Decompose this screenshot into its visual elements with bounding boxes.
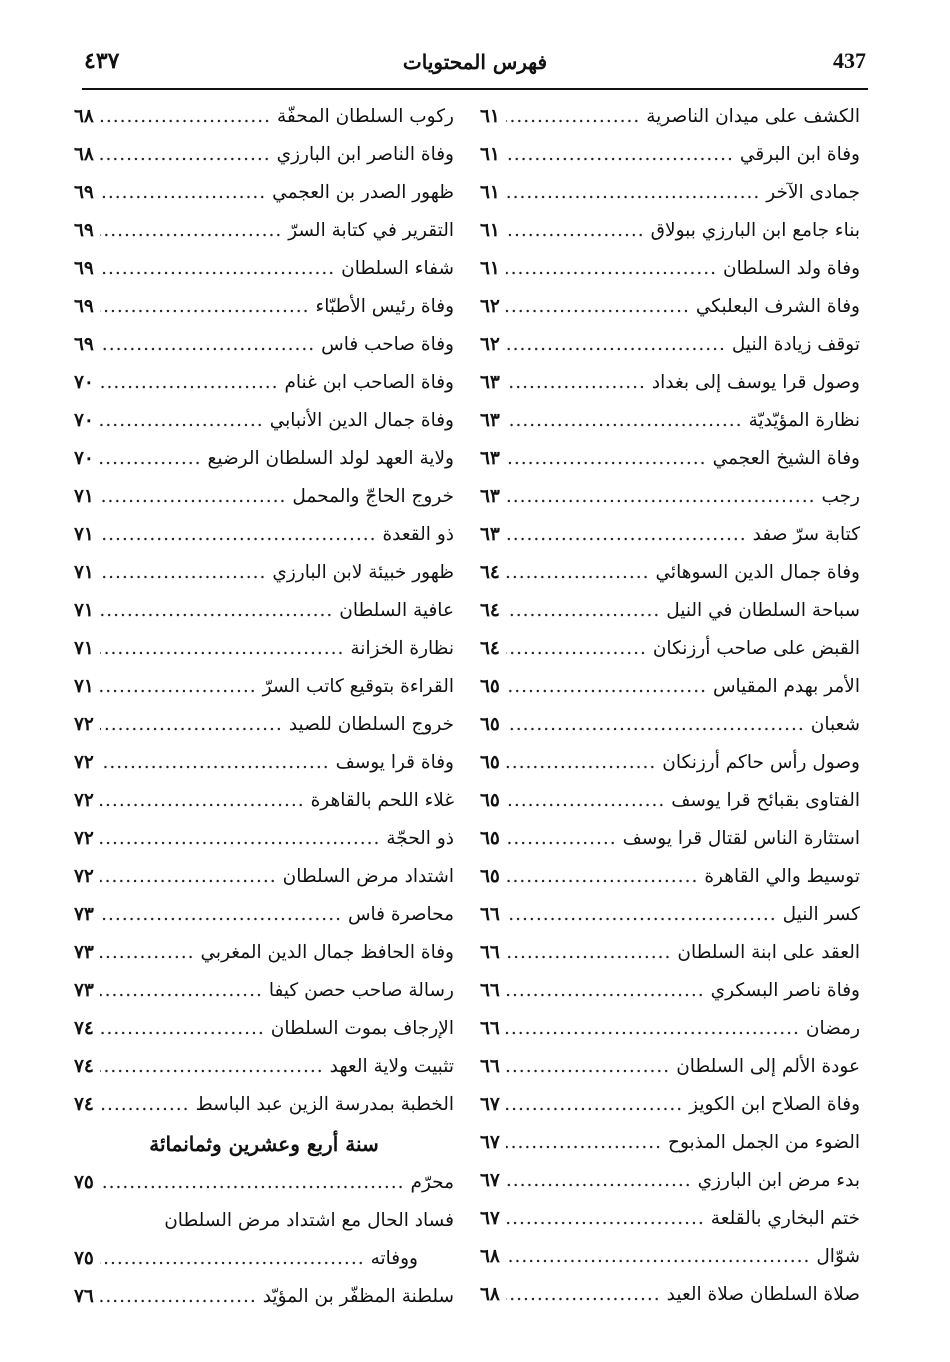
- toc-entry-title: وفاة صاحب فاس: [321, 334, 454, 355]
- toc-leader-dots: [100, 706, 283, 744]
- toc-entry: [480, 668, 860, 706]
- toc-leader-dots: [506, 630, 647, 668]
- toc-entry-title: رمضان: [805, 1018, 860, 1039]
- toc-leader-dots: [506, 212, 645, 250]
- toc-entry-title-line2: ووفاته: [370, 1248, 418, 1269]
- toc-entry: [480, 972, 860, 1010]
- toc-entry-title: عافية السلطان: [339, 600, 454, 621]
- toc-leader-dots: [506, 972, 705, 1010]
- toc-leader-dots: [506, 98, 640, 136]
- toc-entry-page: ٦٨: [480, 1246, 500, 1267]
- toc-entry: [74, 326, 454, 364]
- toc-entry: [480, 136, 860, 174]
- toc-entry-page: ٦٣: [480, 524, 500, 545]
- toc-leader-dots: [506, 668, 707, 706]
- toc-entry-page: ٧٠: [74, 448, 94, 469]
- toc-entry: [480, 858, 860, 896]
- toc-entry-page: ٧٢: [74, 790, 94, 811]
- toc-leader-dots: [100, 896, 342, 934]
- toc-entry-title: توسيط والي القاهرة: [704, 866, 860, 887]
- toc-entry: [480, 896, 860, 934]
- toc-leader-dots: [100, 1240, 365, 1278]
- toc-entry-page: ٧٤: [74, 1094, 94, 1115]
- toc-entry-title: محرّم: [410, 1172, 454, 1193]
- toc-leader-dots: [100, 440, 202, 478]
- toc-entry-page: ٦٤: [480, 562, 500, 583]
- toc-entry: [480, 478, 860, 516]
- toc-entry-title: تثبيت ولاية العهد: [329, 1056, 454, 1077]
- toc-entry-title: وفاة قرا يوسف: [335, 752, 454, 773]
- toc-entry-page: ٦٥: [480, 676, 500, 697]
- toc-entry-title: الضوء من الجمل المذبوح: [668, 1132, 860, 1153]
- toc-leader-dots: [100, 98, 271, 136]
- toc-entry-page: ٦٥: [480, 866, 500, 887]
- toc-entry: [480, 820, 860, 858]
- toc-entry-page: ٦٧: [480, 1094, 500, 1115]
- toc-entry-title: وفاة الحافظ جمال الدين المغربي: [200, 942, 454, 963]
- toc-leader-dots: [506, 174, 760, 212]
- toc-leader-dots: [506, 478, 816, 516]
- toc-entry-title: الكشف على ميدان الناصرية: [646, 106, 860, 127]
- toc-entry-page: ٧١: [74, 524, 94, 545]
- toc-entry: [74, 1086, 454, 1124]
- toc-leader-dots: [506, 288, 690, 326]
- toc-entry-title: ولاية العهد لولد السلطان الرضيع: [207, 448, 454, 469]
- toc-entry-title: شعبان: [810, 714, 860, 735]
- toc-entry-page: ٦١: [480, 182, 500, 203]
- toc-entry-title: الإرجاف بموت السلطان: [270, 1018, 454, 1039]
- toc-entry: [74, 820, 454, 858]
- toc-leader-dots: [506, 440, 707, 478]
- toc-entry-page: ٦٩: [74, 334, 94, 355]
- toc-leader-dots: [506, 402, 743, 440]
- toc-entry: [74, 1010, 454, 1048]
- toc-leader-dots: [100, 820, 380, 858]
- toc-leader-dots: [506, 364, 646, 402]
- toc-leader-dots: [100, 136, 271, 174]
- toc-leader-dots: [506, 1124, 662, 1162]
- toc-entry-title: وفاة الشيخ العجمي: [712, 448, 860, 469]
- toc-entry-title: ذو الحجّة: [386, 828, 454, 849]
- toc-entry: [74, 668, 454, 706]
- toc-entry-page: ٦٨: [480, 1284, 500, 1305]
- toc-leader-dots: [100, 402, 264, 440]
- toc-entry-page: ٧٢: [74, 866, 94, 887]
- toc-entry: [74, 744, 454, 782]
- toc-entry-title: وفاة الصاحب ابن غنام: [284, 372, 454, 393]
- toc-entry-page: ٦٣: [480, 486, 500, 507]
- toc-entry: [480, 288, 860, 326]
- toc-entry-title: ركوب السلطان المحفّة: [277, 106, 454, 127]
- toc-leader-dots: [506, 136, 734, 174]
- toc-leader-dots: [506, 516, 747, 554]
- toc-entry: [74, 630, 454, 668]
- toc-entry: [480, 1010, 860, 1048]
- toc-entry-page: ٧١: [74, 638, 94, 659]
- toc-entry: [480, 174, 860, 212]
- toc-entry-title-line1: فساد الحال مع اشتداد مرض السلطان: [164, 1210, 454, 1231]
- toc-entry-title: القراءة بتوقيع كاتب السرّ: [262, 676, 454, 697]
- toc-entry-page: ٦٥: [480, 790, 500, 811]
- toc-entry-title: توقف زيادة النيل: [731, 334, 860, 355]
- toc-leader-dots: [506, 592, 660, 630]
- toc-entry-page: ٧١: [74, 486, 94, 507]
- toc-entry-page: ٦٩: [74, 258, 94, 279]
- page-header: [84, 44, 866, 88]
- toc-entry-page: ٧٥: [74, 1248, 94, 1269]
- toc-entry-page: ٧٢: [74, 752, 94, 773]
- toc-entry: [74, 554, 454, 592]
- toc-entry-title: وفاة الصلاح ابن الكويز: [689, 1094, 860, 1115]
- toc-entry-page: ٦٦: [480, 904, 500, 925]
- toc-entry: [74, 972, 454, 1010]
- toc-leader-dots: [506, 1010, 800, 1048]
- toc-leader-dots: [506, 934, 672, 972]
- toc-entry: [480, 782, 860, 820]
- toc-entry-page: ٧٣: [74, 980, 94, 1001]
- toc-leader-dots: [100, 516, 377, 554]
- toc-entry-page: ٧٠: [74, 372, 94, 393]
- toc-entry-title: كسر النيل: [782, 904, 860, 925]
- toc-entry-title: نظارة المؤيّديّة: [748, 410, 860, 431]
- toc-entry-title: ذو القعدة: [382, 524, 454, 545]
- toc-leader-dots: [506, 1086, 683, 1124]
- toc-entry-title: صلاة السلطان صلاة العيد: [666, 1284, 860, 1305]
- toc-entry-title: وفاة جمال الدين الأنبابي: [269, 410, 454, 431]
- toc-entry: [74, 250, 454, 288]
- toc-leader-dots: [100, 364, 279, 402]
- toc-leader-dots: [100, 478, 286, 516]
- toc-entry-page: ٦٩: [74, 296, 94, 317]
- toc-entry-title: الخطبة بمدرسة الزين عبد الباسط: [195, 1094, 454, 1115]
- toc-leader-dots: [100, 744, 330, 782]
- toc-leader-dots: [100, 212, 282, 250]
- toc-entry-page: ٦١: [480, 258, 500, 279]
- toc-entry-title: وفاة ولد السلطان: [723, 258, 860, 279]
- toc-entry-title: محاصرة فاس: [347, 904, 454, 925]
- toc-entry: [74, 1278, 454, 1316]
- toc-entry-page: ٦٣: [480, 410, 500, 431]
- toc-leader-dots: [100, 174, 266, 212]
- toc-entry-title: جمادى الآخر: [766, 182, 860, 203]
- toc-leader-dots: [506, 326, 726, 364]
- toc-entry-title: العقد على ابنة السلطان: [677, 942, 860, 963]
- toc-entry-page: ٦٣: [480, 372, 500, 393]
- toc-entry: [480, 630, 860, 668]
- toc-entry: [480, 1238, 860, 1276]
- toc-leader-dots: [100, 326, 315, 364]
- toc-entry-title: غلاء اللحم بالقاهرة: [310, 790, 454, 811]
- toc-entry: [480, 250, 860, 288]
- toc-entry-page: ٦٦: [480, 1056, 500, 1077]
- toc-leader-dots: [506, 1200, 705, 1238]
- toc-entry-page: ٦٦: [480, 942, 500, 963]
- toc-leader-dots: [506, 896, 777, 934]
- toc-entry-page: ٦٩: [74, 182, 94, 203]
- toc-leader-dots: [506, 1162, 692, 1200]
- toc-entry-page: ٦٩: [74, 220, 94, 241]
- toc-leader-dots: [506, 1048, 670, 1086]
- toc-entry-title: شفاء السلطان: [341, 258, 454, 279]
- toc-entry: [480, 744, 860, 782]
- toc-leader-dots: [506, 1276, 661, 1314]
- toc-entry: [480, 706, 860, 744]
- toc-entry-title: بدء مرض ابن البارزي: [697, 1170, 860, 1191]
- toc-leader-dots: [100, 1164, 405, 1202]
- toc-entry: [480, 1162, 860, 1200]
- header-rule: [82, 88, 868, 90]
- toc-leader-dots: [100, 630, 345, 668]
- toc-entry-page: ٦٢: [480, 334, 500, 355]
- running-title: فهرس المحتويات: [402, 50, 548, 74]
- toc-entry: [74, 288, 454, 326]
- toc-entry-page: ٦٣: [480, 448, 500, 469]
- toc-entry-page: ٦٥: [480, 752, 500, 773]
- toc-entry-page: ٦٥: [480, 828, 500, 849]
- toc-entry-title: وصول قرا يوسف إلى بغداد: [651, 372, 860, 393]
- toc-entry-page: ٦٥: [480, 714, 500, 735]
- toc-entry: [74, 136, 454, 174]
- toc-entry-page: ٦٤: [480, 600, 500, 621]
- toc-leader-dots: [506, 706, 805, 744]
- toc-entry-page: ٦٧: [480, 1208, 500, 1229]
- toc-entry-title: وصول رأس حاكم أرزنكان: [662, 752, 860, 773]
- toc-leader-dots: [100, 1010, 265, 1048]
- toc-leader-dots: [100, 250, 335, 288]
- toc-entry-page: ٧٣: [74, 942, 94, 963]
- toc-leader-dots: [506, 1238, 810, 1276]
- toc-entry: [480, 1200, 860, 1238]
- toc-entry-title: رجب: [821, 486, 860, 507]
- toc-leader-dots: [506, 782, 665, 820]
- toc-entry: [74, 402, 454, 440]
- toc-entry: [74, 478, 454, 516]
- toc-column-left: [74, 98, 454, 1316]
- toc-entry-title: وفاة ناصر البسكري: [710, 980, 860, 1001]
- toc-entry: [480, 212, 860, 250]
- toc-entry: [74, 896, 454, 934]
- toc-entry-page: ٧٤: [74, 1018, 94, 1039]
- toc-entry-title: اشتداد مرض السلطان: [282, 866, 454, 887]
- toc-leader-dots: [506, 554, 650, 592]
- toc-entry-page: ٦١: [480, 144, 500, 165]
- toc-entry-title: عودة الألم إلى السلطان: [676, 1056, 860, 1077]
- toc-entry-title: شوّال: [816, 1246, 860, 1267]
- toc-entry: [74, 1164, 454, 1202]
- toc-entry: [74, 212, 454, 250]
- toc-entry-title: كتابة سرّ صفد: [752, 524, 860, 545]
- toc-leader-dots: [100, 288, 310, 326]
- toc-entry: [74, 858, 454, 896]
- toc-leader-dots: [100, 972, 263, 1010]
- toc-leader-dots: [100, 1048, 324, 1086]
- toc-entry: [74, 1048, 454, 1086]
- toc-entry-title: رسالة صاحب حصن كيفا: [268, 980, 454, 1001]
- page-number-arabic: ٤٣٧: [84, 48, 120, 74]
- toc-entry: [480, 554, 860, 592]
- toc-entry: [74, 782, 454, 820]
- toc-entry-title: القبض على صاحب أرزنكان: [652, 638, 860, 659]
- toc-entry-page: ٧١: [74, 562, 94, 583]
- toc-entry-page: ٦١: [480, 106, 500, 127]
- toc-leader-dots: [506, 744, 656, 782]
- toc-entry: [480, 934, 860, 972]
- toc-entry-page: ٦٨: [74, 106, 94, 127]
- toc-entry-title: ظهور الصدر بن العجمي: [272, 182, 454, 203]
- section-heading: سنة أربع وعشرين وثمانمائة: [149, 1132, 379, 1156]
- toc-entry-title: خروج السلطان للصيد: [288, 714, 454, 735]
- toc-entry-continuation: [74, 1240, 454, 1278]
- toc-entry-title: خروج الحاجّ والمحمل: [292, 486, 454, 507]
- toc-entry: [480, 98, 860, 136]
- toc-entry-page: ٦٧: [480, 1170, 500, 1191]
- toc-entry: [480, 402, 860, 440]
- toc-entry-page: ٦١: [480, 220, 500, 241]
- toc-leader-dots: [100, 1278, 257, 1316]
- toc-entry-title: وفاة الشرف البعلبكي: [695, 296, 860, 317]
- toc-entry-title: التقرير في كتابة السرّ: [288, 220, 454, 241]
- toc-leader-dots: [100, 592, 333, 630]
- toc-entry-page: ٦٢: [480, 296, 500, 317]
- toc-entry: [480, 1048, 860, 1086]
- toc-entry-page: ٧٥: [74, 1172, 94, 1193]
- toc-entry-title: وفاة رئيس الأطبّاء: [315, 296, 454, 317]
- toc-leader-dots: [100, 554, 267, 592]
- toc-entry: [480, 440, 860, 478]
- page-number-latin: 437: [833, 48, 866, 73]
- toc-entry-page: ٦٤: [480, 638, 500, 659]
- toc-entry-title: ظهور خبيئة لابن البارزي: [272, 562, 454, 583]
- toc-entry: [480, 1276, 860, 1314]
- toc-entry-title: ختم البخاري بالقلعة: [710, 1208, 860, 1229]
- toc-entry: [74, 364, 454, 402]
- toc-entry: [480, 1124, 860, 1162]
- toc-entry: [480, 1086, 860, 1124]
- toc-entry-page: ٧٤: [74, 1056, 94, 1077]
- toc-leader-dots: [506, 820, 617, 858]
- toc-leader-dots: [100, 934, 195, 972]
- toc-entry: [74, 934, 454, 972]
- toc-entry: [480, 364, 860, 402]
- toc-entry: [74, 592, 454, 630]
- toc-entry-page: ٧٦: [74, 1286, 94, 1307]
- toc-entry-title: الأمر بهدم المقياس: [712, 676, 860, 697]
- toc-entry: [74, 440, 454, 478]
- toc-entry-title: سباحة السلطان في النيل: [666, 600, 860, 621]
- toc-leader-dots: [100, 1086, 190, 1124]
- toc-entry-title: وفاة الناصر ابن البارزي: [276, 144, 454, 165]
- toc-leader-dots: [100, 782, 305, 820]
- toc-entry: [480, 516, 860, 554]
- toc-entry: [74, 706, 454, 744]
- toc-entry-page: ٧٠: [74, 410, 94, 431]
- toc-left-entries: [74, 98, 454, 1124]
- toc-entry-page: ٦٨: [74, 144, 94, 165]
- toc-leader-dots: [100, 668, 257, 706]
- toc-column-right: [480, 98, 860, 1314]
- toc-entry: [480, 326, 860, 364]
- toc-entry-title: استثارة الناس لقتال قرا يوسف: [622, 828, 860, 849]
- toc-entry-page: ٦٧: [480, 1132, 500, 1153]
- toc-entry-title: وفاة جمال الدين السوهائي: [655, 562, 860, 583]
- toc-entry-page: ٧٢: [74, 714, 94, 735]
- toc-entry: [74, 174, 454, 212]
- toc-entry-page: ٧١: [74, 600, 94, 621]
- toc-entry: [74, 516, 454, 554]
- toc-entry-title: الفتاوى بقبائح قرا يوسف: [671, 790, 860, 811]
- toc-entry: [74, 98, 454, 136]
- toc-entry-title: وفاة ابن البرقي: [739, 144, 860, 165]
- toc-entry-title: بناء جامع ابن البارزي ببولاق: [650, 220, 860, 241]
- toc-entry-page: ٧٢: [74, 828, 94, 849]
- toc-entry-title: سلطنة المظفّر بن المؤيّد: [262, 1286, 454, 1307]
- toc-entry-page: ٧١: [74, 676, 94, 697]
- toc-entry-page: ٦٦: [480, 980, 500, 1001]
- toc-leader-dots: [100, 858, 277, 896]
- toc-entry-page: ٧٣: [74, 904, 94, 925]
- toc-leader-dots: [506, 858, 698, 896]
- toc-entry-title: نظارة الخزانة: [350, 638, 454, 659]
- toc-leader-dots: [506, 250, 717, 288]
- toc-entry-page: ٦٦: [480, 1018, 500, 1039]
- toc-entry: [480, 592, 860, 630]
